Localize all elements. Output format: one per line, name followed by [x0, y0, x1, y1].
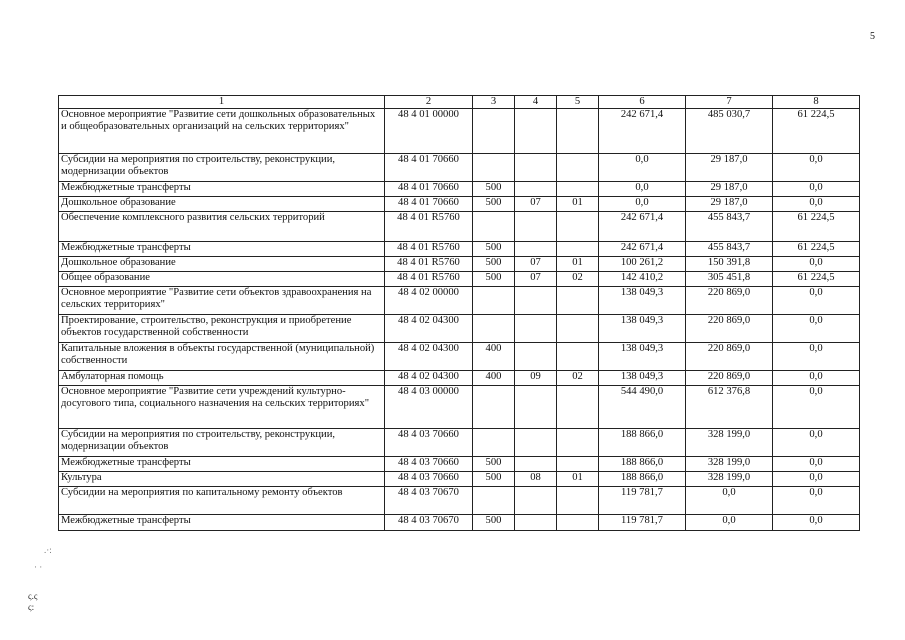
row-value-7: 220 869,0 [686, 315, 773, 343]
row-section [515, 457, 557, 472]
row-value-8: 0,0 [773, 457, 860, 472]
row-value-7: 150 391,8 [686, 257, 773, 272]
row-value-7: 455 843,7 [686, 212, 773, 242]
row-code: 48 4 01 R5760 [385, 257, 473, 272]
header-col-3: 3 [473, 96, 515, 109]
row-subsection [557, 515, 599, 531]
row-value-7: 29 187,0 [686, 182, 773, 197]
row-value-8: 61 224,5 [773, 109, 860, 154]
header-col-7: 7 [686, 96, 773, 109]
row-subsection [557, 182, 599, 197]
row-section [515, 515, 557, 531]
row-subsection [557, 154, 599, 182]
row-value-6: 138 049,3 [599, 315, 686, 343]
row-code: 48 4 03 70660 [385, 429, 473, 457]
row-code: 48 4 03 70670 [385, 487, 473, 515]
header-col-2: 2 [385, 96, 473, 109]
row-value-6: 242 671,4 [599, 109, 686, 154]
row-type: 500 [473, 272, 515, 287]
row-value-8: 0,0 [773, 472, 860, 487]
table-row [59, 182, 860, 197]
row-value-8: 0,0 [773, 257, 860, 272]
row-code: 48 4 01 70660 [385, 182, 473, 197]
header-col-4: 4 [515, 96, 557, 109]
row-name: Основное мероприятие "Развитие сети учреждений культурно-досугового типа, социального назначения на сельских территориях" [59, 386, 385, 429]
row-value-8: 0,0 [773, 386, 860, 429]
table-row [59, 287, 860, 315]
row-value-7: 328 199,0 [686, 457, 773, 472]
row-section [515, 287, 557, 315]
row-subsection: 02 [557, 371, 599, 386]
row-code: 48 4 01 R5760 [385, 272, 473, 287]
row-value-8: 0,0 [773, 487, 860, 515]
row-subsection: 01 [557, 257, 599, 272]
table-row [59, 429, 860, 457]
row-section: 07 [515, 272, 557, 287]
row-name: Межбюджетные трансферты [59, 457, 385, 472]
row-type: 500 [473, 257, 515, 272]
table-header-row [59, 96, 860, 109]
margin-mark: .·: [44, 545, 52, 555]
row-value-6: 242 671,4 [599, 212, 686, 242]
table-row [59, 371, 860, 386]
table-row [59, 272, 860, 287]
row-code: 48 4 01 R5760 [385, 212, 473, 242]
row-value-6: 0,0 [599, 182, 686, 197]
row-subsection [557, 487, 599, 515]
row-value-6: 188 866,0 [599, 472, 686, 487]
row-subsection [557, 287, 599, 315]
row-value-6: 0,0 [599, 197, 686, 212]
row-value-7: 0,0 [686, 487, 773, 515]
table-row [59, 109, 860, 154]
row-name: Субсидии на мероприятия по капитальному ремонту объектов [59, 487, 385, 515]
row-code: 48 4 03 70660 [385, 457, 473, 472]
row-value-8: 61 224,5 [773, 272, 860, 287]
row-type: 500 [473, 197, 515, 212]
row-value-6: 119 781,7 [599, 515, 686, 531]
row-subsection [557, 242, 599, 257]
row-value-6: 242 671,4 [599, 242, 686, 257]
row-code: 48 4 03 00000 [385, 386, 473, 429]
table-row [59, 212, 860, 242]
row-subsection [557, 386, 599, 429]
margin-mark: · · [34, 562, 43, 572]
row-code: 48 4 01 70660 [385, 154, 473, 182]
row-subsection [557, 343, 599, 371]
row-type [473, 386, 515, 429]
header-col-1: 1 [59, 96, 385, 109]
row-value-8: 0,0 [773, 182, 860, 197]
table-row [59, 472, 860, 487]
row-type [473, 212, 515, 242]
row-code: 48 4 03 70670 [385, 515, 473, 531]
row-value-8: 0,0 [773, 315, 860, 343]
row-name: Культура [59, 472, 385, 487]
row-value-8: 0,0 [773, 343, 860, 371]
row-value-6: 142 410,2 [599, 272, 686, 287]
row-type: 400 [473, 371, 515, 386]
table-row [59, 343, 860, 371]
row-code: 48 4 02 04300 [385, 315, 473, 343]
row-subsection: 01 [557, 472, 599, 487]
margin-mark: ς: [28, 602, 35, 612]
header-col-5: 5 [557, 96, 599, 109]
table-row [59, 197, 860, 212]
row-code: 48 4 02 04300 [385, 371, 473, 386]
row-name: Амбулаторная помощь [59, 371, 385, 386]
table-row [59, 386, 860, 429]
row-value-6: 119 781,7 [599, 487, 686, 515]
table-row [59, 154, 860, 182]
row-subsection [557, 109, 599, 154]
row-code: 48 4 02 04300 [385, 343, 473, 371]
page-number: 5 [870, 31, 875, 42]
row-type: 400 [473, 343, 515, 371]
row-value-8: 61 224,5 [773, 242, 860, 257]
row-value-7: 220 869,0 [686, 287, 773, 315]
table-body [59, 109, 860, 531]
budget-table [58, 95, 860, 531]
row-subsection [557, 212, 599, 242]
row-type: 500 [473, 242, 515, 257]
row-value-8: 0,0 [773, 154, 860, 182]
row-name: Проектирование, строительство, реконструкция и приобретение объектов государственной собственности [59, 315, 385, 343]
row-section [515, 154, 557, 182]
row-subsection: 01 [557, 197, 599, 212]
row-code: 48 4 02 00000 [385, 287, 473, 315]
row-section [515, 386, 557, 429]
row-type: 500 [473, 472, 515, 487]
row-subsection [557, 429, 599, 457]
row-type [473, 315, 515, 343]
row-value-7: 220 869,0 [686, 343, 773, 371]
row-value-6: 0,0 [599, 154, 686, 182]
row-section [515, 315, 557, 343]
row-value-8: 0,0 [773, 287, 860, 315]
row-value-6: 544 490,0 [599, 386, 686, 429]
row-name: Капитальные вложения в объекты государственной (муниципальной) собственности [59, 343, 385, 371]
row-type [473, 429, 515, 457]
table-row [59, 457, 860, 472]
row-name: Межбюджетные трансферты [59, 242, 385, 257]
row-section: 07 [515, 197, 557, 212]
row-name: Общее образование [59, 272, 385, 287]
row-section [515, 212, 557, 242]
row-value-8: 0,0 [773, 371, 860, 386]
table-row [59, 242, 860, 257]
row-value-6: 138 049,3 [599, 287, 686, 315]
row-section [515, 109, 557, 154]
row-code: 48 4 03 70660 [385, 472, 473, 487]
row-value-7: 220 869,0 [686, 371, 773, 386]
row-code: 48 4 01 70660 [385, 197, 473, 212]
row-section [515, 343, 557, 371]
row-section [515, 487, 557, 515]
row-value-7: 328 199,0 [686, 472, 773, 487]
table-row [59, 487, 860, 515]
table-row [59, 315, 860, 343]
row-value-7: 485 030,7 [686, 109, 773, 154]
row-value-7: 29 187,0 [686, 154, 773, 182]
row-type [473, 109, 515, 154]
row-section [515, 182, 557, 197]
row-section: 08 [515, 472, 557, 487]
margin-mark: ς.ς [28, 591, 38, 601]
row-section [515, 429, 557, 457]
row-value-7: 455 843,7 [686, 242, 773, 257]
row-section: 07 [515, 257, 557, 272]
row-name: Субсидии на мероприятия по строительству, реконструкции, модернизации объектов [59, 154, 385, 182]
row-code: 48 4 01 00000 [385, 109, 473, 154]
header-col-8: 8 [773, 96, 860, 109]
row-type: 500 [473, 515, 515, 531]
header-col-6: 6 [599, 96, 686, 109]
row-type: 500 [473, 457, 515, 472]
row-type [473, 487, 515, 515]
row-section: 09 [515, 371, 557, 386]
row-value-8: 0,0 [773, 429, 860, 457]
table-row [59, 257, 860, 272]
table-row [59, 515, 860, 531]
row-name: Межбюджетные трансферты [59, 182, 385, 197]
row-value-7: 0,0 [686, 515, 773, 531]
row-value-7: 612 376,8 [686, 386, 773, 429]
row-name: Основное мероприятие "Развитие сети объектов здравоохранения на сельских территориях" [59, 287, 385, 315]
row-subsection [557, 457, 599, 472]
row-type [473, 154, 515, 182]
margin-marks [28, 545, 52, 613]
row-type: 500 [473, 182, 515, 197]
row-subsection [557, 315, 599, 343]
row-name: Межбюджетные трансферты [59, 515, 385, 531]
row-value-7: 328 199,0 [686, 429, 773, 457]
row-name: Обеспечение комплексного развития сельских территорий [59, 212, 385, 242]
row-value-8: 61 224,5 [773, 212, 860, 242]
row-name: Основное мероприятие "Развитие сети дошкольных образовательных и общеобразовательных организаций на сельских территориях" [59, 109, 385, 154]
row-name: Субсидии на мероприятия по строительству, реконструкции, модернизации объектов [59, 429, 385, 457]
row-value-6: 188 866,0 [599, 457, 686, 472]
row-value-6: 138 049,3 [599, 343, 686, 371]
row-value-6: 138 049,3 [599, 371, 686, 386]
row-type [473, 287, 515, 315]
row-value-7: 29 187,0 [686, 197, 773, 212]
row-value-8: 0,0 [773, 197, 860, 212]
row-value-6: 100 261,2 [599, 257, 686, 272]
row-subsection: 02 [557, 272, 599, 287]
row-value-8: 0,0 [773, 515, 860, 531]
row-value-6: 188 866,0 [599, 429, 686, 457]
row-section [515, 242, 557, 257]
row-code: 48 4 01 R5760 [385, 242, 473, 257]
row-name: Дошкольное образование [59, 257, 385, 272]
row-name: Дошкольное образование [59, 197, 385, 212]
row-value-7: 305 451,8 [686, 272, 773, 287]
